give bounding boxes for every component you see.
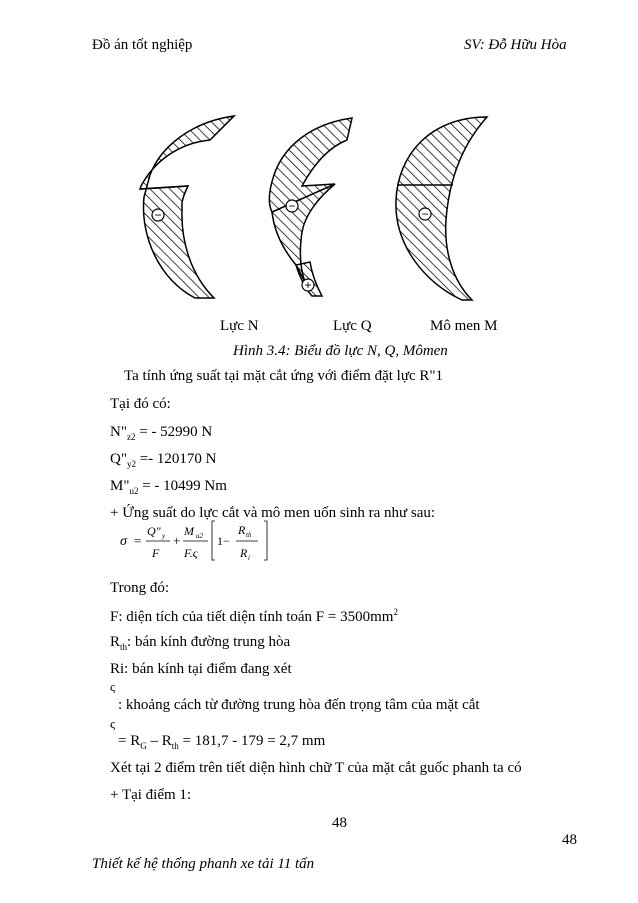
zeta-symbol-2: ς: [110, 716, 116, 731]
header-right: SV: Đỗ Hữu Hòa: [464, 37, 567, 53]
stress-intro: + Ứng suất do lực cắt và mô men uốn sinh ra như sau:: [110, 505, 436, 521]
diagram-n: [140, 116, 234, 298]
q-value: =- 120170 N: [135, 451, 217, 467]
footer-title: Thiết kế hệ thống phanh xe tải 11 tấn: [92, 856, 315, 872]
zeta-eq-part-c: = 181,7 - 179 = 2,7 mm: [178, 733, 326, 749]
page-number-right: 48: [562, 832, 577, 848]
n-value: = - 52990 N: [135, 424, 213, 440]
formula-q-sub: y: [162, 532, 166, 540]
formula-m-num: M: [184, 524, 194, 538]
f-definition: [110, 607, 398, 626]
rth-definition: [110, 634, 290, 652]
page-number-center: 48: [332, 815, 347, 831]
zeta-symbol-1: ς: [110, 679, 116, 694]
formula-r-den-sub: i: [248, 554, 250, 562]
zeta-definition: : khoảng cách từ đường trung hòa đến trọng tâm của mặt cắt: [118, 697, 480, 713]
ri-definition: Ri: bán kính tại điểm đang xét: [110, 661, 292, 677]
q-symbol: Q": [110, 451, 127, 467]
m-subscript: u2: [129, 486, 139, 496]
formula-r-num-sub: th: [246, 531, 252, 539]
rth-def-text: : bán kính đường trung hòa: [127, 634, 291, 650]
at-point-text: Tại đó có:: [110, 396, 171, 412]
formula-eq: =: [134, 533, 142, 548]
diagram-m: [396, 117, 487, 300]
zeta-eq-sub-th: th: [171, 741, 179, 751]
zeta-eq-sub-g: G: [140, 741, 147, 751]
figure-caption: Hình 3.4: Biểu đồ lực N, Q, Mômen: [233, 343, 448, 359]
where-text: Trong đó:: [110, 580, 170, 596]
force-diagrams: [0, 0, 638, 310]
m-value-line: [110, 478, 227, 496]
label-force-q: Lực Q: [333, 318, 372, 334]
formula-r-num: R: [238, 523, 246, 537]
formula-m-sub: u2: [196, 532, 203, 540]
svg-text:−: −: [421, 207, 429, 221]
f-superscript: 2: [393, 607, 398, 617]
f-def-text: F: diện tích của tiết diện tính toán F = 3500mm: [110, 609, 394, 625]
header-left: Đồ án tốt nghiệp: [92, 37, 193, 53]
formula-fz-den: F.ς: [184, 546, 198, 560]
rth-symbol: R: [110, 634, 121, 650]
rth-subscript: th: [120, 642, 128, 652]
zeta-equation: [118, 733, 325, 751]
label-moment-m: Mô men M: [430, 318, 498, 334]
stress-formula: [120, 515, 280, 563]
m-symbol: M": [110, 478, 130, 494]
zeta-eq-part-b: – R: [146, 733, 172, 749]
formula-q-num: Q": [147, 524, 161, 538]
intro-text: Ta tính ứng suất tại mặt cắt ứng với điểm đặt lực R"1: [124, 368, 443, 384]
n-symbol: N": [110, 424, 127, 440]
consider-text: Xét tại 2 điểm trên tiết diện hình chữ T của mặt cắt guốc phanh ta có: [110, 760, 522, 776]
q-subscript: y2: [126, 459, 136, 469]
svg-text:−: −: [288, 199, 296, 213]
formula-one-minus: 1−: [217, 534, 230, 548]
n-subscript: z2: [126, 432, 136, 442]
svg-text:+: +: [304, 278, 312, 292]
q-value-line: [110, 451, 217, 469]
m-value: = - 10499 Nm: [138, 478, 227, 494]
formula-plus: +: [173, 533, 181, 548]
point1-text: + Tại điểm 1:: [110, 787, 192, 803]
diagram-q: [268, 118, 360, 296]
label-force-n: Lực N: [220, 318, 259, 334]
formula-f-den: F: [152, 546, 160, 560]
n-value-line: [110, 424, 212, 442]
zeta-eq-part-a: = R: [118, 733, 141, 749]
formula-r-den: R: [240, 546, 248, 560]
svg-text:−: −: [154, 208, 162, 222]
formula-sigma: σ: [120, 534, 127, 549]
